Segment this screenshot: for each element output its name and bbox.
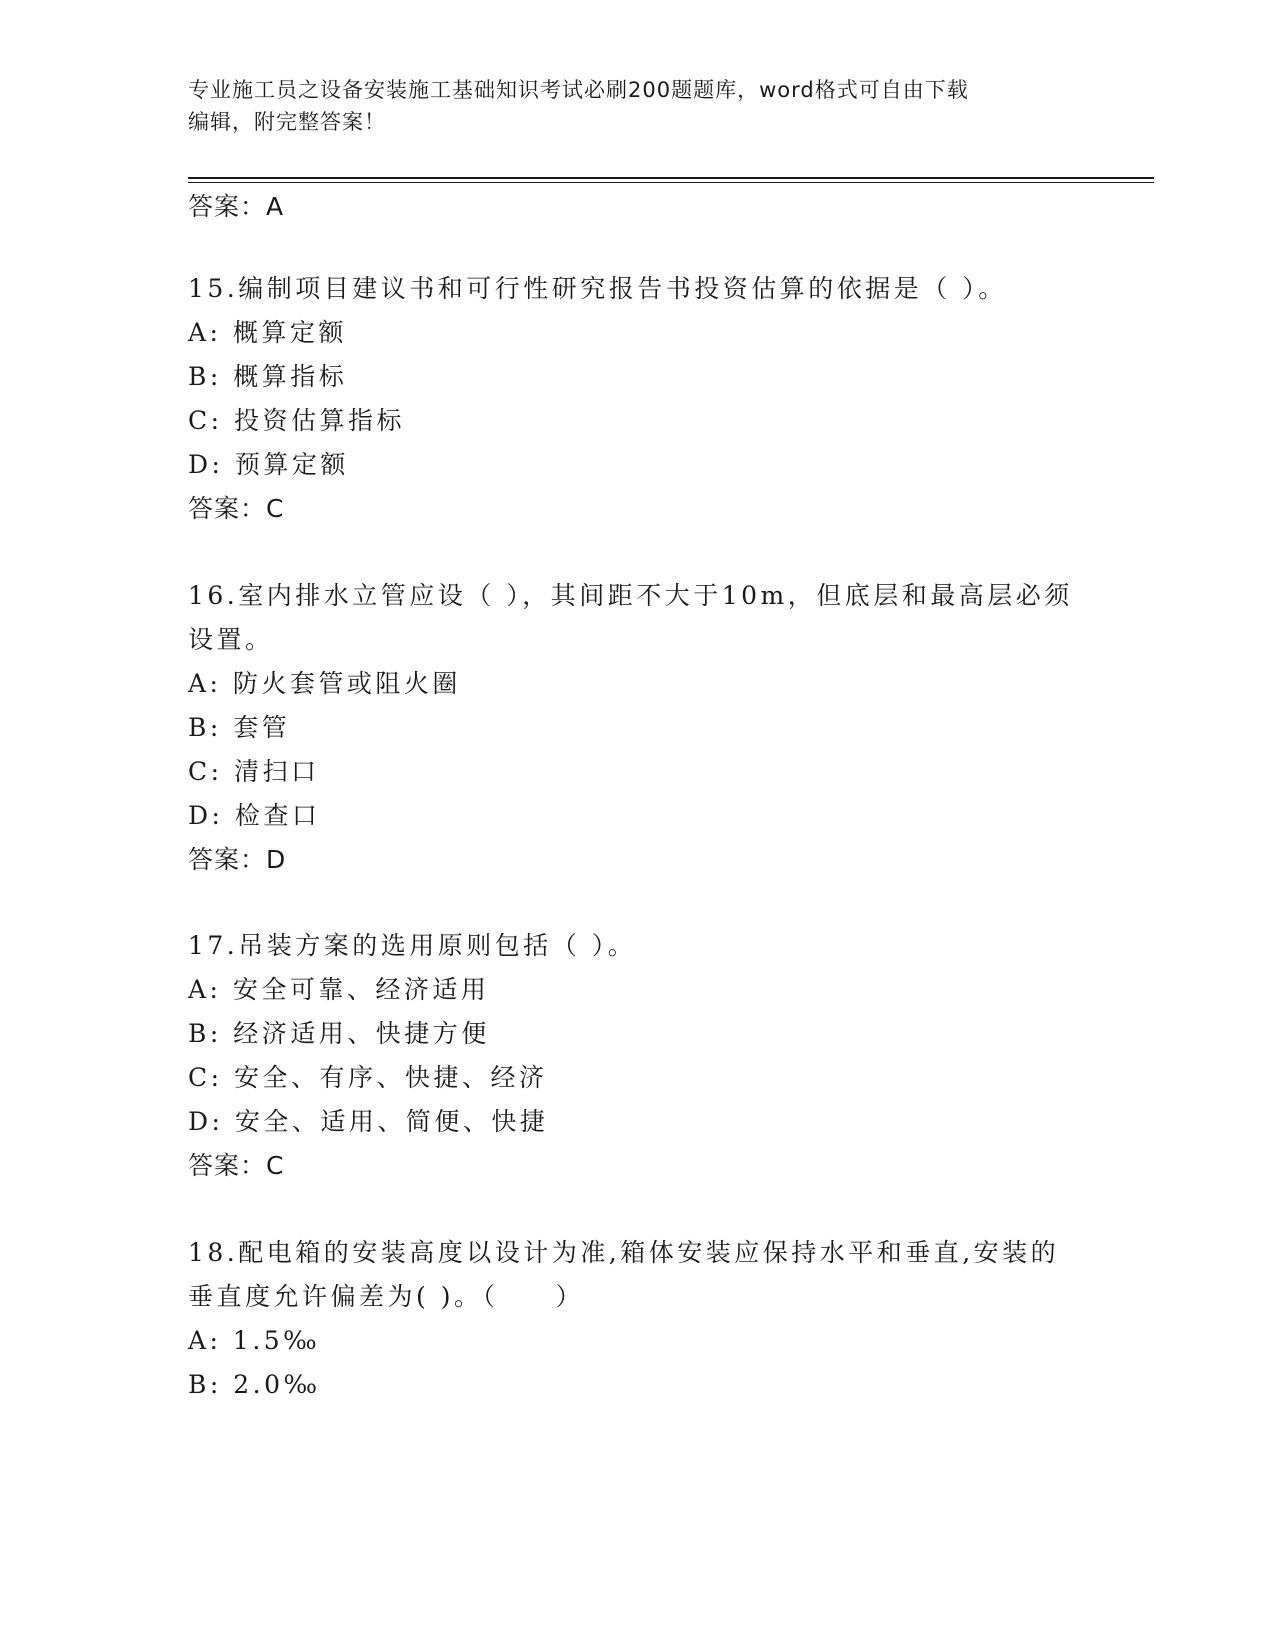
answer-label: 答案：A — [188, 192, 285, 221]
question-15-option-b: B: 概算指标 — [188, 362, 348, 391]
question-17-text: 17.吊装方案的选用原则包括（ ）。 — [188, 931, 637, 960]
question-15-option-d: D: 预算定额 — [188, 450, 349, 479]
header-line-2: 编辑，附完整答案！ — [188, 110, 386, 134]
question-15-option-c: C: 投资估算指标 — [188, 406, 405, 435]
question-15-answer: 答案：C — [188, 494, 285, 523]
header-divider-thick — [188, 177, 1154, 179]
question-17-option-a: A: 安全可靠、经济适用 — [188, 975, 490, 1004]
question-16-text-line-1: 16.室内排水立管应设（ ），其间距不大于10m，但底层和最高层必须 — [188, 581, 1073, 610]
question-17-option-d: D: 安全、适用、简便、快捷 — [188, 1107, 549, 1136]
question-15-option-a: A: 概算定额 — [188, 318, 347, 347]
question-18-option-b: B: 2.0‰ — [188, 1370, 321, 1399]
document-header — [188, 74, 1088, 138]
question-16-option-b: B: 套管 — [188, 713, 291, 742]
question-16-answer: 答案：D — [188, 845, 287, 874]
question-17-option-c: C: 安全、有序、快捷、经济 — [188, 1063, 548, 1092]
question-15-text: 15.编制项目建议书和可行性研究报告书投资估算的依据是（ ）。 — [188, 274, 1007, 303]
question-16-text-line-2: 设置。 — [188, 625, 274, 654]
question-18-option-a: A: 1.5‰ — [188, 1326, 321, 1355]
question-16-option-a: A: 防火套管或阻火圈 — [188, 669, 461, 698]
question-16-option-c: C: 清扫口 — [188, 757, 320, 786]
question-16-option-d: D: 检查口 — [188, 801, 321, 830]
question-18-text-line-2: 垂直度允许偏差为( )。（ ） — [188, 1282, 584, 1311]
question-18-text-line-1: 18.配电箱的安装高度以设计为准,箱体安装应保持水平和垂直,安装的 — [188, 1238, 1060, 1267]
question-17-option-b: B: 经济适用、快捷方便 — [188, 1019, 490, 1048]
question-17-answer: 答案：C — [188, 1151, 285, 1180]
header-divider-thin — [188, 182, 1154, 183]
header-line-1: 专业施工员之设备安装施工基础知识考试必刷200题题库，word格式可自由下载 — [188, 78, 969, 102]
